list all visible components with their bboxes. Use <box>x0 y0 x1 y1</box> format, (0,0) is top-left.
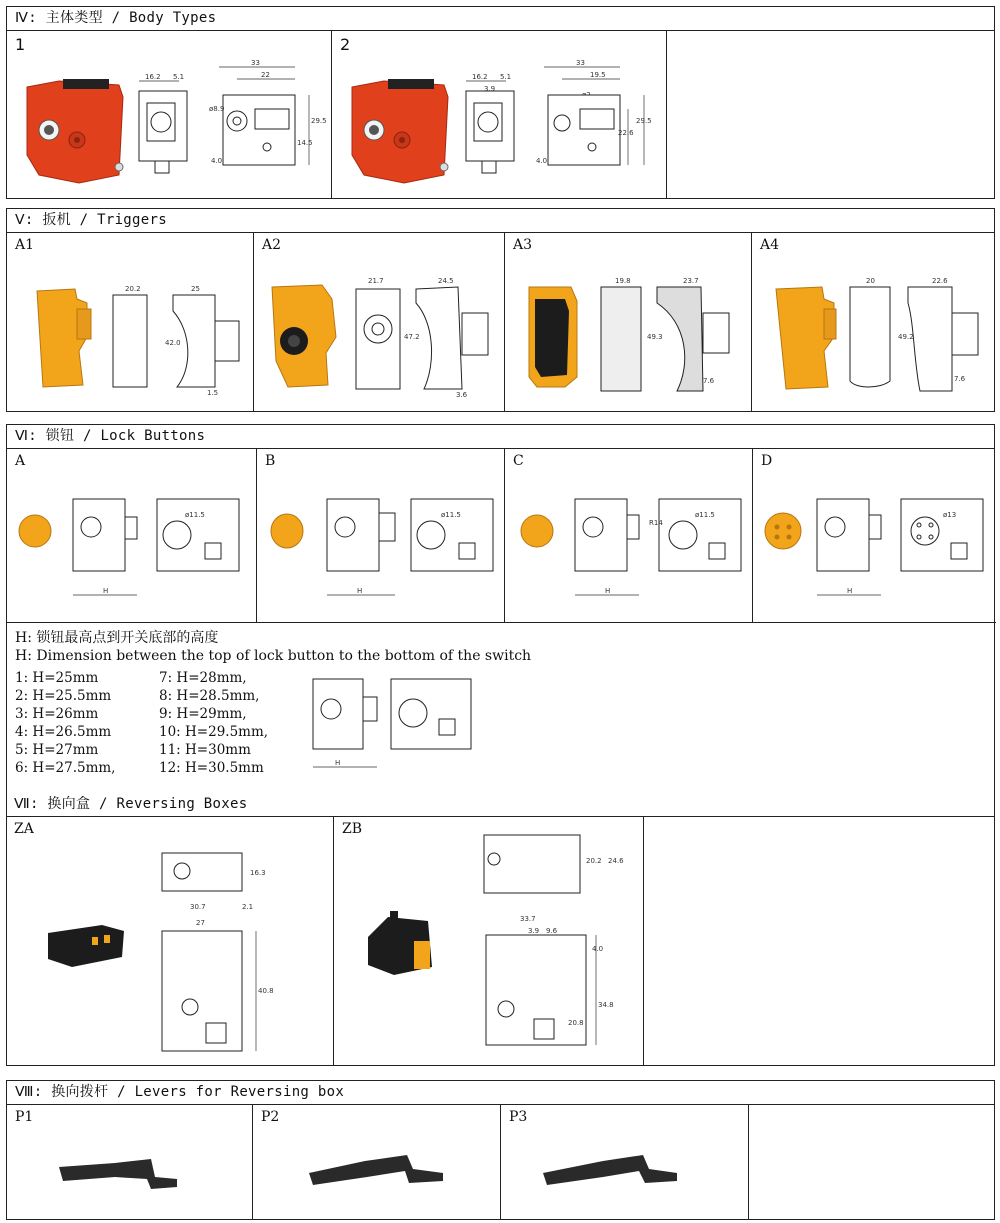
svg-text:24.5: 24.5 <box>438 277 454 285</box>
h-value: 6: H=27.5mm, <box>15 760 116 776</box>
svg-text:47.2: 47.2 <box>404 333 420 341</box>
cell-label: A4 <box>760 237 780 253</box>
cell-label: P1 <box>15 1109 34 1125</box>
lock-button-cell-d <box>753 449 996 623</box>
svg-text:7.6: 7.6 <box>703 377 715 385</box>
body-type-2-drawing-front <box>534 59 659 169</box>
svg-text:4.0: 4.0 <box>592 945 604 953</box>
svg-text:23.7: 23.7 <box>683 277 699 285</box>
section-header-lock-buttons: Ⅵ: 锁钮 / Lock Buttons <box>7 425 994 449</box>
svg-text:42.0: 42.0 <box>165 339 181 347</box>
reversing-box-cell-za <box>6 817 334 1066</box>
lever-cell-empty <box>749 1105 996 1220</box>
cell-label: A <box>15 453 26 469</box>
svg-text:ø13: ø13 <box>943 511 957 519</box>
h-value: 7: H=28mm, <box>159 670 247 686</box>
svg-text:R14: R14 <box>649 519 663 527</box>
svg-text:33.7: 33.7 <box>520 915 536 923</box>
svg-text:9.6: 9.6 <box>546 927 558 935</box>
lock-button-d-drawing <box>809 491 999 601</box>
cell-label: B <box>265 453 276 469</box>
h-definition-en: H: Dimension between the top of lock button to the bottom of the switch <box>15 648 532 664</box>
svg-text:20.8: 20.8 <box>568 1019 584 1027</box>
svg-text:3.9: 3.9 <box>528 927 540 935</box>
svg-text:5.1: 5.1 <box>173 73 185 81</box>
body-type-1-drawing-side <box>135 75 195 175</box>
svg-text:29.5: 29.5 <box>311 117 327 125</box>
lock-button-a-photo <box>17 511 57 551</box>
svg-text:2.1: 2.1 <box>242 903 254 911</box>
cell-label: ZB <box>342 821 363 837</box>
h-value: 9: H=29mm, <box>159 706 247 722</box>
section-header-reversing-boxes: Ⅶ: 换向盒 / Reversing Boxes <box>6 793 995 817</box>
svg-text:16.2: 16.2 <box>145 73 161 81</box>
lock-button-c-photo <box>519 511 559 551</box>
svg-text:ø8.9: ø8.9 <box>209 105 225 113</box>
svg-text:4.0: 4.0 <box>536 157 548 165</box>
h-definition-cn: H: 锁钮最高点到开关底部的高度 <box>15 630 219 646</box>
svg-text:3.9: 3.9 <box>484 85 496 93</box>
section-header-body-types: Ⅳ: 主体类型 / Body Types <box>7 7 994 31</box>
trigger-a1-drawing <box>107 281 247 401</box>
reversing-box-za-photo <box>42 917 132 977</box>
cell-label: P3 <box>509 1109 528 1125</box>
svg-text:4.0: 4.0 <box>211 157 223 165</box>
cell-label: P2 <box>261 1109 280 1125</box>
lock-button-d-photo <box>763 509 807 553</box>
svg-text:19.8: 19.8 <box>615 277 631 285</box>
trigger-a4-drawing <box>844 273 984 403</box>
h-value: 8: H=28.5mm, <box>159 688 260 704</box>
svg-text:1.5: 1.5 <box>207 389 219 397</box>
svg-text:5.1: 5.1 <box>500 73 512 81</box>
svg-text:34.8: 34.8 <box>598 1001 614 1009</box>
svg-text:3.6: 3.6 <box>456 391 468 399</box>
svg-text:14.5: 14.5 <box>297 139 313 147</box>
lever-p3-photo <box>539 1145 689 1195</box>
reversing-box-cell-zb <box>334 817 644 1066</box>
lock-button-a-drawing <box>65 491 255 601</box>
trigger-a2-photo <box>266 281 346 391</box>
cell-label: A3 <box>513 237 533 253</box>
svg-text:24.6: 24.6 <box>608 857 624 865</box>
section-header-levers: Ⅷ: 换向拨杆 / Levers for Reversing box <box>7 1081 994 1105</box>
svg-text:ø11.5: ø11.5 <box>441 511 461 519</box>
trigger-a3-photo <box>521 281 591 391</box>
trigger-a3-drawing <box>597 273 737 403</box>
svg-text:7.6: 7.6 <box>954 375 966 383</box>
reversing-box-cell-empty <box>644 817 995 1066</box>
h-value: 12: H=30.5mm <box>159 760 264 776</box>
svg-text:27: 27 <box>196 919 205 927</box>
h-definition-drawing <box>305 675 485 775</box>
svg-text:H: H <box>605 587 611 595</box>
body-type-1-drawing-front <box>209 59 327 169</box>
trigger-a4-photo <box>770 281 840 391</box>
svg-text:20.2: 20.2 <box>125 285 141 293</box>
body-type-cell-2 <box>332 31 667 199</box>
h-value: 5: H=27mm <box>15 742 99 758</box>
body-type-2-drawing-side <box>462 75 522 175</box>
cell-label: A1 <box>15 237 35 253</box>
lock-button-b-drawing <box>319 491 509 601</box>
svg-text:49.2: 49.2 <box>898 333 914 341</box>
svg-text:30.7: 30.7 <box>190 903 206 911</box>
svg-text:22: 22 <box>261 71 270 79</box>
svg-text:20: 20 <box>866 277 875 285</box>
lever-cell-p1 <box>7 1105 253 1220</box>
lock-button-cell-a <box>7 449 257 623</box>
lock-button-c-drawing <box>567 491 757 601</box>
svg-text:22.6: 22.6 <box>932 277 948 285</box>
section-header-triggers: Ⅴ: 扳机 / Triggers <box>7 209 994 233</box>
lever-p1-photo <box>55 1149 185 1199</box>
body-type-1-photo <box>19 75 139 185</box>
svg-text:20.2: 20.2 <box>586 857 602 865</box>
svg-text:16.2: 16.2 <box>472 73 488 81</box>
trigger-a2-drawing <box>350 273 500 403</box>
body-type-2-photo <box>344 75 464 185</box>
section-reversing-boxes <box>6 793 995 1066</box>
cell-label: ZA <box>14 821 34 837</box>
h-value: 3: H=26mm <box>15 706 99 722</box>
svg-text:29.5: 29.5 <box>636 117 652 125</box>
h-value: 10: H=29.5mm, <box>159 724 269 740</box>
h-value: 1: H=25mm <box>15 670 99 686</box>
h-value: 2: H=25.5mm <box>15 688 112 704</box>
cell-label: D <box>761 453 773 469</box>
h-values-left <box>15 669 115 777</box>
cell-label: C <box>513 453 524 469</box>
trigger-cell-a3 <box>505 233 752 412</box>
body-type-cell-empty <box>667 31 996 199</box>
svg-text:22.6: 22.6 <box>618 129 634 137</box>
h-values-right <box>159 669 268 777</box>
lock-button-cell-c <box>505 449 753 623</box>
lever-p2-photo <box>305 1145 455 1195</box>
trigger-cell-a2 <box>254 233 505 412</box>
trigger-cell-a4 <box>752 233 996 412</box>
svg-text:H: H <box>103 587 109 595</box>
body-type-cell-1 <box>7 31 332 199</box>
lever-cell-p2 <box>253 1105 501 1220</box>
lock-button-b-photo <box>269 511 309 551</box>
h-value: 4: H=26.5mm <box>15 724 112 740</box>
svg-text:40.8: 40.8 <box>258 987 274 995</box>
lever-cell-p3 <box>501 1105 749 1220</box>
section-body-types <box>6 6 995 199</box>
trigger-a1-photo <box>29 281 99 391</box>
reversing-box-zb-drawing <box>474 829 634 1049</box>
svg-text:19.5: 19.5 <box>590 71 606 79</box>
lock-button-cell-b <box>257 449 505 623</box>
svg-text:H: H <box>357 587 363 595</box>
svg-text:ø11.5: ø11.5 <box>185 511 205 519</box>
reversing-box-za-drawing <box>156 847 296 1057</box>
reversing-box-zb-photo <box>354 907 444 987</box>
cell-label: 1 <box>15 35 26 54</box>
svg-text:21.7: 21.7 <box>368 277 384 285</box>
section-triggers <box>6 208 995 412</box>
svg-text:33: 33 <box>576 59 585 67</box>
svg-text:49.3: 49.3 <box>647 333 663 341</box>
svg-text:H: H <box>335 759 341 767</box>
trigger-cell-a1 <box>7 233 254 412</box>
section-levers <box>6 1080 995 1220</box>
svg-text:16.3: 16.3 <box>250 869 266 877</box>
h-value: 11: H=30mm <box>159 742 251 758</box>
cell-label: A2 <box>262 237 282 253</box>
svg-text:ø11.5: ø11.5 <box>695 511 715 519</box>
svg-text:33: 33 <box>251 59 260 67</box>
cell-label: 2 <box>340 35 351 54</box>
svg-text:25: 25 <box>191 285 200 293</box>
svg-text:H: H <box>847 587 853 595</box>
